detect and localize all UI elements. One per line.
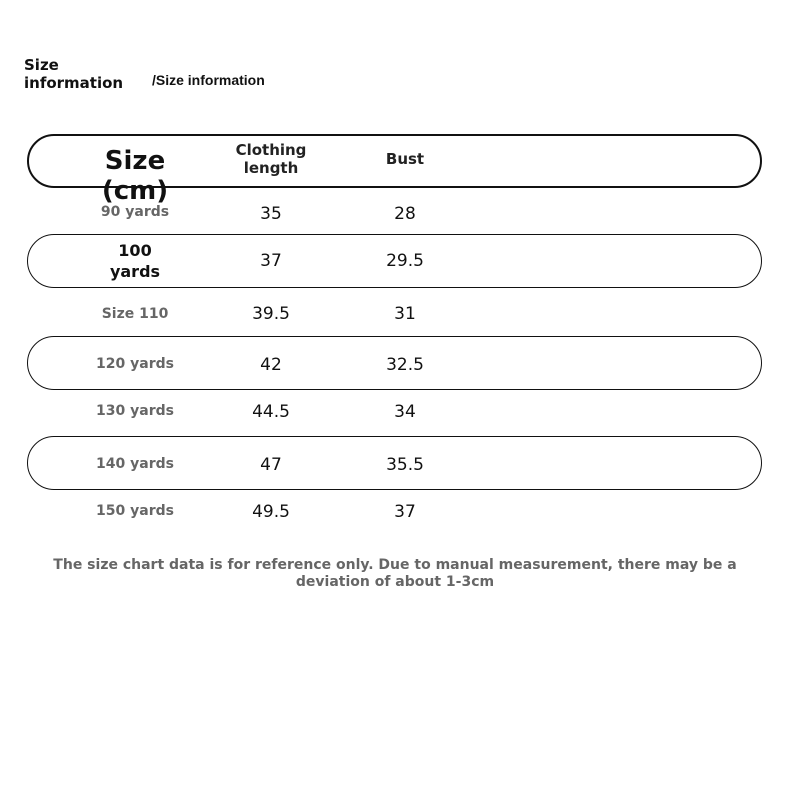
table-row [0, 300, 790, 328]
size-disclaimer-note: The size chart data is for reference only. Due to manual measurement, there may be a deviation of about 1-3cm [53, 557, 737, 590]
page-title: Size information [24, 56, 124, 92]
row-size-label: 130 yards [96, 403, 174, 419]
page-subtitle: /Size information [152, 72, 265, 88]
row-bust: 37 [394, 502, 416, 522]
table-row [0, 436, 790, 490]
table-row [0, 336, 790, 390]
row-clothing-length: 42 [260, 355, 282, 375]
row-bust: 35.5 [386, 455, 424, 475]
row-bust: 29.5 [386, 251, 424, 271]
row-size-label: 150 yards [96, 503, 174, 519]
table-row [0, 234, 790, 288]
row-size-label: 100 yards [109, 241, 161, 281]
row-bust: 31 [394, 304, 416, 324]
row-size-label: Size 110 [101, 306, 169, 322]
table-row [0, 498, 790, 526]
row-bust: 28 [394, 204, 416, 224]
row-clothing-length: 49.5 [252, 502, 290, 522]
row-clothing-length: 39.5 [252, 304, 290, 324]
row-size-label: 90 yards [100, 204, 170, 220]
header-bust: Bust [385, 150, 425, 168]
row-clothing-length: 47 [260, 455, 282, 475]
table-header-row [0, 134, 790, 206]
row-bust: 32.5 [386, 355, 424, 375]
row-bust: 34 [394, 402, 416, 422]
row-size-label: 120 yards [96, 356, 174, 372]
row-clothing-length: 44.5 [252, 402, 290, 422]
header-size: Size (cm) [101, 146, 169, 206]
row-clothing-length: 35 [260, 204, 282, 224]
row-clothing-length: 37 [260, 251, 282, 271]
table-row [0, 200, 790, 228]
row-size-label: 140 yards [96, 456, 174, 472]
header-clothing-length: Clothing length [235, 141, 307, 177]
table-row [0, 398, 790, 426]
